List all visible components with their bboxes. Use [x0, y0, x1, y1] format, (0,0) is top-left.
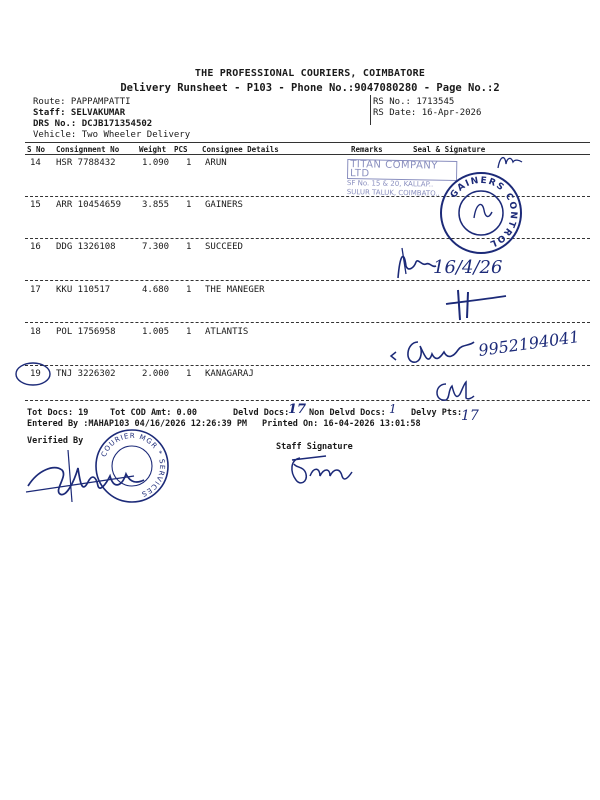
- row-consignment: KKU 110517: [56, 285, 111, 295]
- company-title: THE PROFESSIONAL COURIERS, COIMBATORE: [194, 68, 426, 79]
- handwritten-delvy-pts: 17: [461, 408, 479, 424]
- row-sno: 18: [30, 327, 41, 337]
- row-pcs: 1: [186, 158, 192, 168]
- row-weight: 1.005: [142, 327, 170, 337]
- col-header-consignee: Consignee Details: [202, 145, 279, 154]
- staff-label: Staff: SELVAKUMAR: [33, 108, 126, 118]
- verified-signature-icon: [24, 446, 164, 506]
- seal-text: GAINERS CONTROL: [448, 175, 519, 249]
- row-weight: 2.000: [142, 369, 170, 379]
- row-sno: 15: [30, 200, 41, 210]
- row-divider: [25, 365, 590, 366]
- staff-signature-icon: [286, 452, 356, 492]
- row-consignment: TNJ 3226302: [56, 369, 116, 379]
- row-consignee: SUCCEED: [205, 242, 243, 252]
- row-sno: 14: [30, 158, 41, 168]
- staff-signature-label: Staff Signature: [276, 442, 353, 452]
- delvd-docs: Delvd Docs:: [233, 408, 290, 418]
- col-header-seal: Seal & Signature: [413, 145, 486, 154]
- handwritten-date: 16/4/26: [433, 257, 503, 278]
- tot-cod-amt: Tot COD Amt: 0.00: [110, 408, 197, 418]
- verified-by-label: Verified By: [27, 436, 84, 446]
- stamp-line: SF No. 15 & 20, KALLAP..: [346, 179, 434, 189]
- row-pcs: 1: [186, 327, 192, 337]
- signature-row18-icon: [388, 332, 488, 372]
- stamp-line: TITAN COMPANY LTD: [347, 159, 457, 181]
- entered-by: Entered By :MAHAP103 04/16/2026 12:26:39 PM: [27, 419, 248, 429]
- tot-docs: Tot Docs: 19: [27, 408, 89, 418]
- printed-on: Printed On: 16-04-2026 13:01:58: [262, 419, 421, 429]
- row-pcs: 1: [186, 285, 192, 295]
- signature-row19-icon: [432, 378, 482, 406]
- row-consignee: GAINERS: [205, 200, 243, 210]
- row-consignee: ARUN: [205, 158, 227, 168]
- runsheet-subtitle: Delivery Runsheet - P103 - Phone No.:9047080280 - Page No.:2: [120, 82, 500, 94]
- table-top-rule: [25, 142, 590, 143]
- row-consignment: HSR 7788432: [56, 158, 116, 168]
- row-consignment: POL 1756958: [56, 327, 116, 337]
- row-sno: 17: [30, 285, 41, 295]
- row-consignee: THE MANEGER: [205, 285, 265, 295]
- col-header-pcs: PCS: [174, 145, 188, 154]
- row-sno: 19: [30, 369, 41, 379]
- gainers-seal-icon: [438, 170, 524, 256]
- col-header-sno: S No: [27, 145, 46, 154]
- row-consignment: DDG 1326108: [56, 242, 116, 252]
- row-divider: [25, 280, 590, 281]
- drs-label: DRS No.: DCJB171354502: [33, 119, 153, 129]
- verified-seal-text: COURIER MGR * SERVICES: [99, 431, 167, 499]
- handwritten-phone: 9952194041: [477, 327, 581, 360]
- col-header-consignment: Consignment No: [56, 145, 120, 154]
- meta-divider: [370, 95, 371, 125]
- row-weight: 3.855: [142, 200, 170, 210]
- row-pcs: 1: [186, 200, 192, 210]
- rs-no-label: RS No.: 1713545: [373, 97, 455, 107]
- row-pcs: 1: [186, 369, 192, 379]
- signature-row17-icon: [440, 286, 510, 322]
- col-header-weight: Weight: [139, 145, 167, 154]
- row-consignment: ARR 10454659: [56, 200, 122, 210]
- circle-mark-icon: [12, 360, 52, 390]
- table-bottom-rule: [25, 400, 590, 401]
- initials-mark-icon: [495, 150, 525, 174]
- row-consignee: KANAGARAJ: [205, 369, 254, 379]
- stamp-line: SULUR TALUK, COIMBATO..: [346, 188, 440, 198]
- row-divider: [25, 322, 590, 323]
- route-label: Route: PAPPAMPATTI: [33, 97, 131, 107]
- rs-date-label: RS Date: 16-Apr-2026: [373, 108, 482, 118]
- row-weight: 4.680: [142, 285, 170, 295]
- vehicle-label: Vehicle: Two Wheeler Delivery: [33, 130, 191, 140]
- row-consignee: ATLANTIS: [205, 327, 249, 337]
- row-sno: 16: [30, 242, 41, 252]
- handwritten-delvd-count: 17: [288, 402, 307, 417]
- delvy-pts: Delvy Pts:: [411, 408, 463, 418]
- non-delvd-docs: Non Delvd Docs:: [309, 408, 386, 418]
- handwritten-non-delvd-count: 1: [389, 402, 397, 416]
- row-pcs: 1: [186, 242, 192, 252]
- row-weight: 1.090: [142, 158, 170, 168]
- col-header-remarks: Remarks: [351, 145, 383, 154]
- row-weight: 7.300: [142, 242, 170, 252]
